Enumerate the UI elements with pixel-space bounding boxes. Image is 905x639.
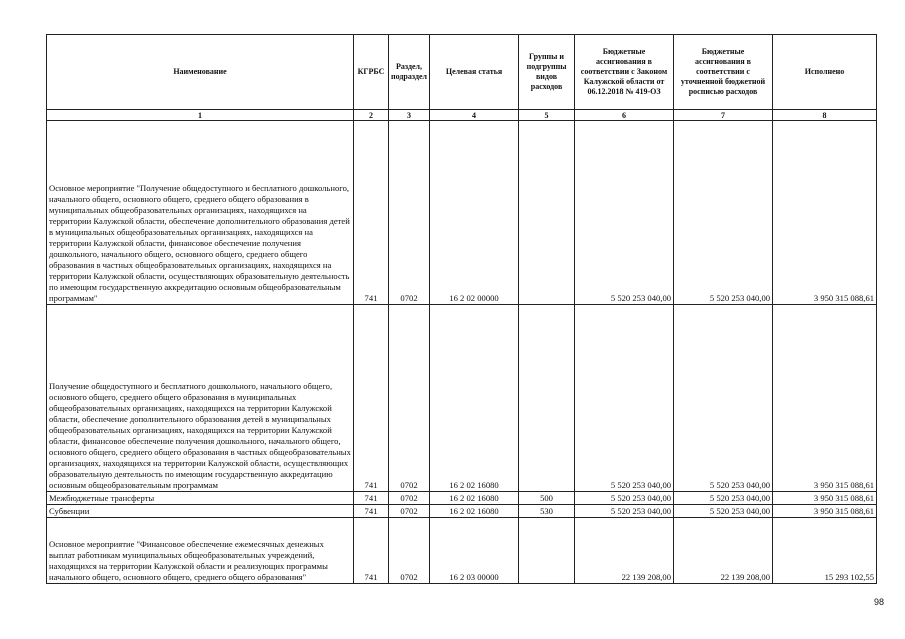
table-row [47,121,877,305]
column-number: 1 [47,110,354,121]
table-row [47,305,877,492]
row-refined-amount: 5 520 253 040,00 [674,505,773,518]
row-target: 16 2 03 00000 [430,518,519,584]
column-number-row [47,110,877,121]
row-law-amount: 5 520 253 040,00 [575,121,674,305]
row-kgrbs: 741 [354,518,389,584]
column-number: 3 [389,110,430,121]
column-number: 4 [430,110,519,121]
row-group: 500 [519,492,575,505]
row-group [519,121,575,305]
row-name: Основное мероприятие "Финансовое обеспечение ежемесячных денежных выплат работникам муниципальных общеобразовательных учреждений, находящихся на территории Калужской области и реализующих программы начального общего, основного общего, среднего общего образования" [47,518,354,584]
row-executed-amount: 15 293 102,55 [773,518,877,584]
row-executed-amount: 3 950 315 088,61 [773,505,877,518]
header-law-allocations: Бюджетные ассигнования в соответствии с Законом Калужской области от 06.12.2018 № 419-ОЗ [575,35,674,110]
row-name: Субвенции [47,505,354,518]
row-refined-amount: 5 520 253 040,00 [674,121,773,305]
row-target: 16 2 02 16080 [430,305,519,492]
row-target: 16 2 02 00000 [430,121,519,305]
header-target: Целевая статья [430,35,519,110]
table-row [47,518,877,584]
table-row [47,492,877,505]
header-kgrbs: КГРБС [354,35,389,110]
row-executed-amount: 3 950 315 088,61 [773,305,877,492]
row-group: 530 [519,505,575,518]
row-name: Межбюджетные трансферты [47,492,354,505]
row-group [519,518,575,584]
row-group [519,305,575,492]
header-row [47,35,877,110]
table-row [47,505,877,518]
row-refined-amount: 22 139 208,00 [674,518,773,584]
column-number: 2 [354,110,389,121]
row-section: 0702 [389,492,430,505]
row-section: 0702 [389,121,430,305]
column-number: 6 [575,110,674,121]
header-section: Раздел, подраздел [389,35,430,110]
row-refined-amount: 5 520 253 040,00 [674,305,773,492]
row-law-amount: 5 520 253 040,00 [575,505,674,518]
row-kgrbs: 741 [354,121,389,305]
column-number: 7 [674,110,773,121]
row-law-amount: 22 139 208,00 [575,518,674,584]
row-name: Получение общедоступного и бесплатного дошкольного, начального общего, основного общего, среднего общего образования в муниципальных общеобразовательных организациях, находящихся на территории Калужской области, обеспечение дополнительного образования детей в муниципальных общеобразовательных организациях, находящихся на территории Калужской области, финансовое обеспечение получения дошкольного, начального общего, основного общего, среднего общего образования в частных общеобразовательных организациях, находящихся на территории Калужской области, осуществляющих образовательную деятельность по имеющим государственную аккредитацию основным общеобразовательным программам [47,305,354,492]
row-name: Основное мероприятие "Получение общедоступного и бесплатного дошкольного, начального общего, основного общего, среднего общего образования в муниципальных общеобразовательных организациях, находящихся на территории Калужской области, обеспечение дополнительного образования детей в муниципальных общеобразовательных организациях, находящихся на территории Калужской области, финансовое обеспечение получения дошкольного, начального общего, основного общего, среднего общего образования в частных общеобразовательных организациях, находящихся на территории Калужской области, осуществляющих образовательную деятельность по имеющим государственную аккредитацию основным общеобразовательным программам" [47,121,354,305]
row-kgrbs: 741 [354,305,389,492]
row-section: 0702 [389,505,430,518]
header-expense-group: Группы и подгруппы видов расходов [519,35,575,110]
row-target: 16 2 02 16080 [430,492,519,505]
row-law-amount: 5 520 253 040,00 [575,492,674,505]
column-number: 5 [519,110,575,121]
page-number: 98 [874,597,885,607]
header-executed: Исполнено [773,35,877,110]
column-number: 8 [773,110,877,121]
row-section: 0702 [389,518,430,584]
row-refined-amount: 5 520 253 040,00 [674,492,773,505]
row-executed-amount: 3 950 315 088,61 [773,492,877,505]
header-name: Наименование [47,35,354,110]
row-kgrbs: 741 [354,492,389,505]
row-executed-amount: 3 950 315 088,61 [773,121,877,305]
header-refined-allocations: Бюджетные ассигнования в соответствии с уточненной бюджетной росписью расходов [674,35,773,110]
budget-table [46,34,877,584]
row-kgrbs: 741 [354,505,389,518]
row-target: 16 2 02 16080 [430,505,519,518]
row-section: 0702 [389,305,430,492]
row-law-amount: 5 520 253 040,00 [575,305,674,492]
